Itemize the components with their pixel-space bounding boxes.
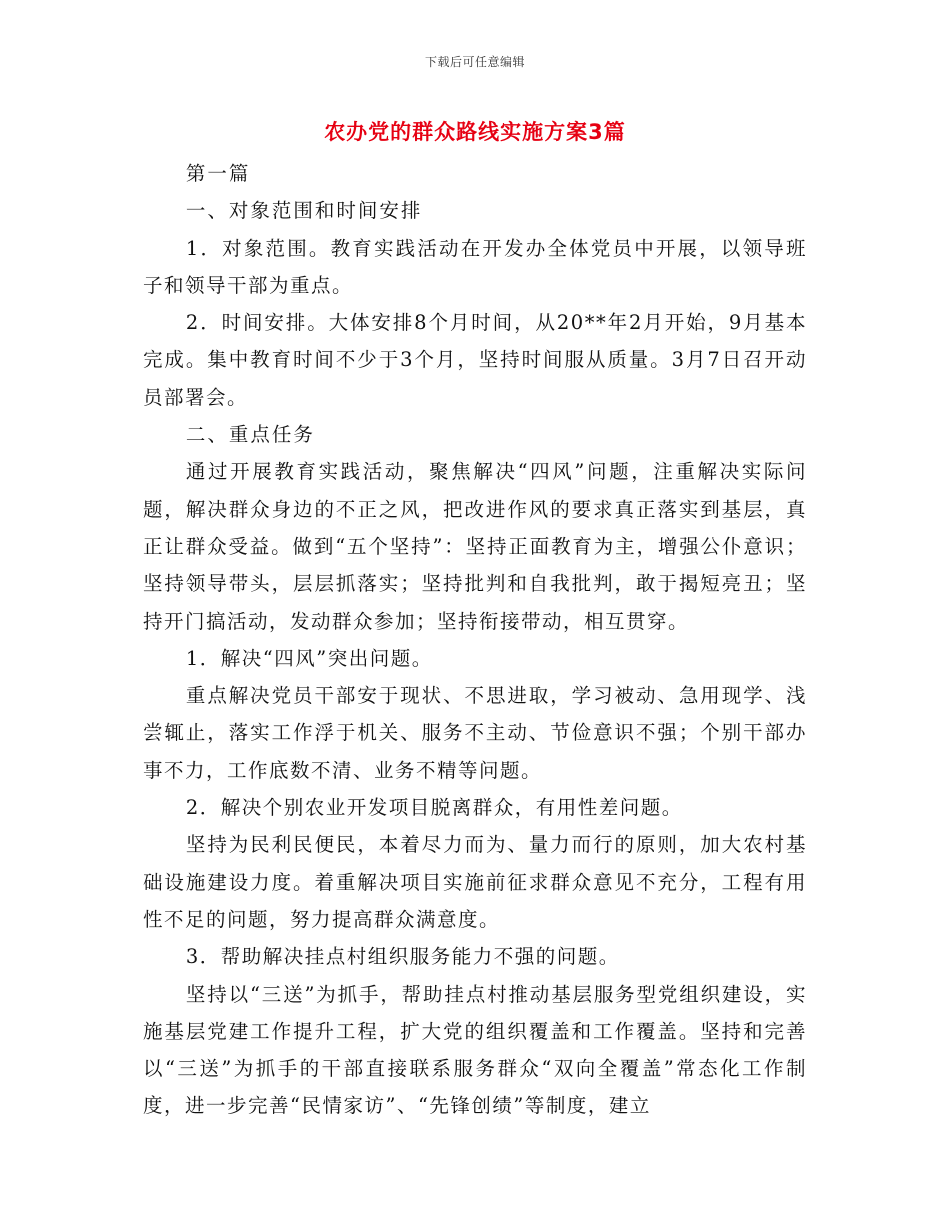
section-heading-1: 一、对象范围和时间安排 [185,199,423,223]
paragraph-key-tasks-intro: 通过开展教育实践活动，聚焦解决“四风”问题，注重解决实际问题，解决群众身边的不正之风，把改进作风的要求真正落实到基层，真正让群众受益。做到“五个坚持”：坚持正面教育为主，增强公仆意识；坚持领导带头，层层抓落实；坚持批判和自我批判，敢于揭短亮丑；坚持开门搞活动，发动群众参加；坚持衔接带动，相互贯穿。 [143,460,807,633]
header-note: 下载后可任意编辑 [424,55,525,69]
subheading-task-1: 1．解决“四风”突出问题。 [185,646,433,670]
document-body [143,155,807,1125]
subheading-task-2: 2．解决个别农业开发项目脱离群众，有用性差问题。 [185,796,683,820]
paragraph-time-schedule: 2．时间安排。大体安排8个月时间，从20**年2月开始，9月基本完成。集中教育时间不少于3个月，坚持时间服从质量。3月7日召开动员部署会。 [143,311,807,409]
paragraph-task-3: 坚持以“三送”为抓手，帮助挂点村推动基层服务型党组织建设，实施基层党建工作提升工程，扩大党的组织覆盖和工作覆盖。坚持和完善以“三送”为抓手的干部直接联系服务群众“双向全覆盖”常态化工作制度，进一步完善“民情家访”、“先锋创绩”等制度，建立 [143,982,807,1118]
document-title: 农办党的群众路线实施方案3篇 [324,120,626,144]
paragraph-task-1: 重点解决党员干部安于现状、不思进取，学习被动、急用现学、浅尝辄止，落实工作浮于机关、服务不主动、节俭意识不强；个别干部办事不力，工作底数不清、业务不精等问题。 [143,684,807,782]
paragraph-object-scope: 1．对象范围。教育实践活动在开发办全体党员中开展，以领导班子和领导干部为重点。 [143,236,807,297]
section-heading-2: 二、重点任务 [185,423,315,447]
subheading-task-3: 3．帮助解决挂点村组织服务能力不强的问题。 [185,945,620,969]
paragraph-task-2: 坚持为民利民便民，本着尽力而为、量力而行的原则，加大农村基础设施建设力度。着重解决项目实施前征求群众意见不充分，工程有用性不足的问题，努力提高群众满意度。 [143,833,807,931]
section-label-first: 第一篇 [185,162,251,185]
